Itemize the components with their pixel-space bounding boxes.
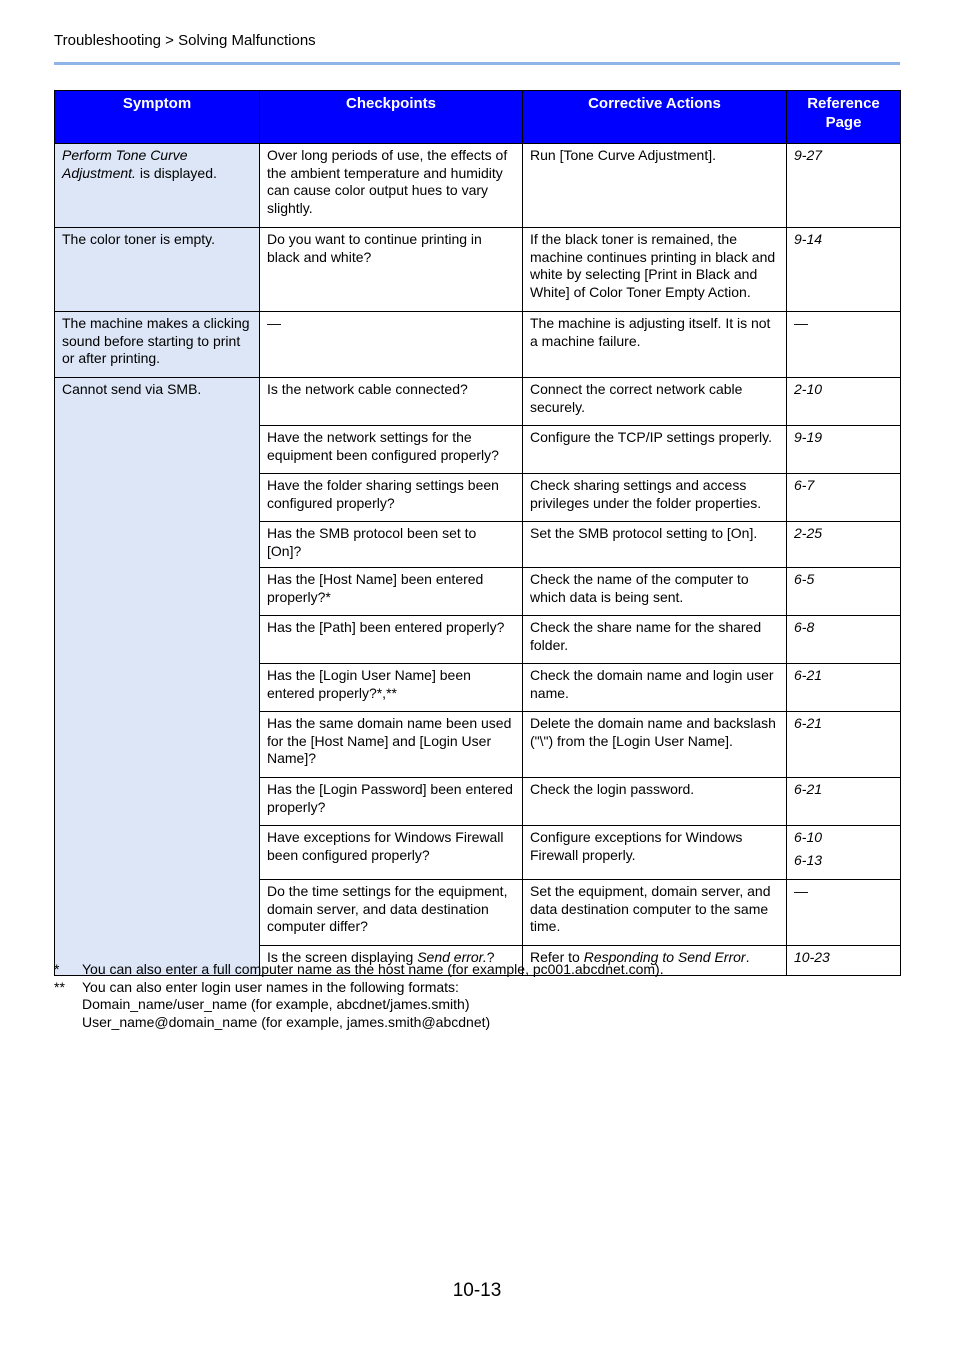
symptom-text: is displayed. [135,164,217,181]
checkpoint-cell: Has the [Login User Name] been entered properly?*,** [260,664,523,712]
checkpoint-cell: Has the [Path] been entered properly? [260,616,523,664]
reference-page-link[interactable]: 10-23 [787,946,901,976]
checkpoint-cell: Has the [Login Password] been entered properly? [260,778,523,826]
page-number: 10-13 [452,1280,502,1301]
footnote-text: User_name@domain_name (for example, james.smith@abcdnet) [82,1013,491,1030]
action-cell: Check the login password. [523,778,787,826]
footnotes [54,961,900,1031]
action-cell: Delete the domain name and backslash ("\") from the [Login User Name]. [523,712,787,778]
reference-page-link[interactable]: 6-13 [794,852,823,868]
reference-page-link[interactable]: 2-25 [787,522,901,568]
reference-page-link[interactable]: 6-21 [787,664,901,712]
action-text: Refer to [530,949,584,965]
action-cell: Set the equipment, domain server, and data destination computer to the same time. [523,880,787,946]
checkpoint-message: Send error. [417,949,487,965]
column-header-checkpoints: Checkpoints [260,91,523,144]
column-header-corrective-actions: Corrective Actions [523,91,787,144]
table-header-row [55,91,901,144]
footnote [54,979,900,997]
footnote [54,961,900,979]
checkpoint-cell: — [260,312,523,378]
footnote-continuation [54,1014,900,1032]
checkpoint-cell: Has the [Host Name] been entered properly?* [260,568,523,616]
breadcrumb: Troubleshooting > Solving Malfunctions [54,32,316,49]
footnote-mark: ** [54,978,65,995]
reference-page-link[interactable]: 6-7 [787,474,901,522]
reference-page-link[interactable]: 6-21 [787,778,901,826]
action-cell: Configure the TCP/IP settings properly. [523,426,787,474]
action-cell: The machine is adjusting itself. It is not a machine failure. [523,312,787,378]
checkpoint-cell: Have exceptions for Windows Firewall been configured properly? [260,826,523,880]
checkpoint-cell: Have the network settings for the equipment been configured properly? [260,426,523,474]
checkpoint-cell: Has the same domain name been used for the [Host Name] and [Login User Name]? [260,712,523,778]
table-row [55,312,901,378]
checkpoint-cell: Do the time settings for the equipment, domain server, and data destination computer differ? [260,880,523,946]
action-cell: Check sharing settings and access privileges under the folder properties. [523,474,787,522]
symptom-cell [55,144,260,228]
action-text: . [745,949,750,965]
column-header-reference-page: Reference Page [787,91,901,144]
footnote-text: Domain_name/user_name (for example, abcdnet/james.smith) [82,996,470,1012]
reference-page-link[interactable]: 9-19 [787,426,901,474]
reference-page-cell: — [787,312,901,378]
reference-page-cell: — [787,880,901,946]
reference-page-link[interactable]: 2-10 [787,378,901,426]
checkpoint-cell: Over long periods of use, the effects of the ambient temperature and humidity can cause color output hues to vary slightly. [260,144,523,228]
checkpoint-text: Is the screen displaying [267,949,418,965]
action-reference-title[interactable]: Responding to Send Error [583,949,746,965]
action-cell: Check the share name for the shared folder. [523,616,787,664]
checkpoint-cell: Has the SMB protocol been set to [On]? [260,522,523,568]
footnote-text: You can also enter login user names in the following formats: [82,978,459,995]
column-header-symptom: Symptom [55,91,260,144]
header-divider [54,62,900,65]
checkpoint-cell: Have the folder sharing settings been configured properly? [260,474,523,522]
table-row [55,378,901,426]
symptom-message: Perform Tone Curve Adjustment. [62,147,188,181]
footnote-text: You can also enter a full computer name as the host name (for example, pc001.abcdnet.com). [82,961,664,977]
reference-page-link[interactable]: 6-5 [787,568,901,616]
action-cell: Configure exceptions for Windows Firewall properly. [523,826,787,880]
footnote-continuation [54,996,900,1014]
action-cell: Run [Tone Curve Adjustment]. [523,144,787,228]
reference-page-link[interactable]: 6-8 [787,616,901,664]
reference-page-link[interactable]: 6-10 [794,829,823,845]
action-cell: Check the name of the computer to which data is being sent. [523,568,787,616]
checkpoint-cell: Is the network cable connected? [260,378,523,426]
symptom-cell: Cannot send via SMB. [55,378,260,976]
action-cell: Set the SMB protocol setting to [On]. [523,522,787,568]
action-cell: If the black toner is remained, the machine continues printing in black and white by selecting [Print in Black and White] of Color Toner Empty Action. [523,228,787,312]
reference-page-link[interactable]: 9-27 [787,144,901,228]
footnote-mark: * [54,961,60,977]
table-row [55,228,901,312]
symptom-cell: The machine makes a clicking sound before starting to print or after printing. [55,312,260,378]
reference-page-cell [787,826,901,880]
action-cell: Connect the correct network cable securely. [523,378,787,426]
checkpoint-text: ? [486,949,495,965]
symptom-cell: The color toner is empty. [55,228,260,312]
reference-page-link[interactable]: 6-21 [787,712,901,778]
action-cell: Check the domain name and login user name. [523,664,787,712]
checkpoint-cell: Do you want to continue printing in black and white? [260,228,523,312]
troubleshooting-table [54,90,901,976]
reference-page-link[interactable]: 9-14 [787,228,901,312]
table-row [55,144,901,228]
